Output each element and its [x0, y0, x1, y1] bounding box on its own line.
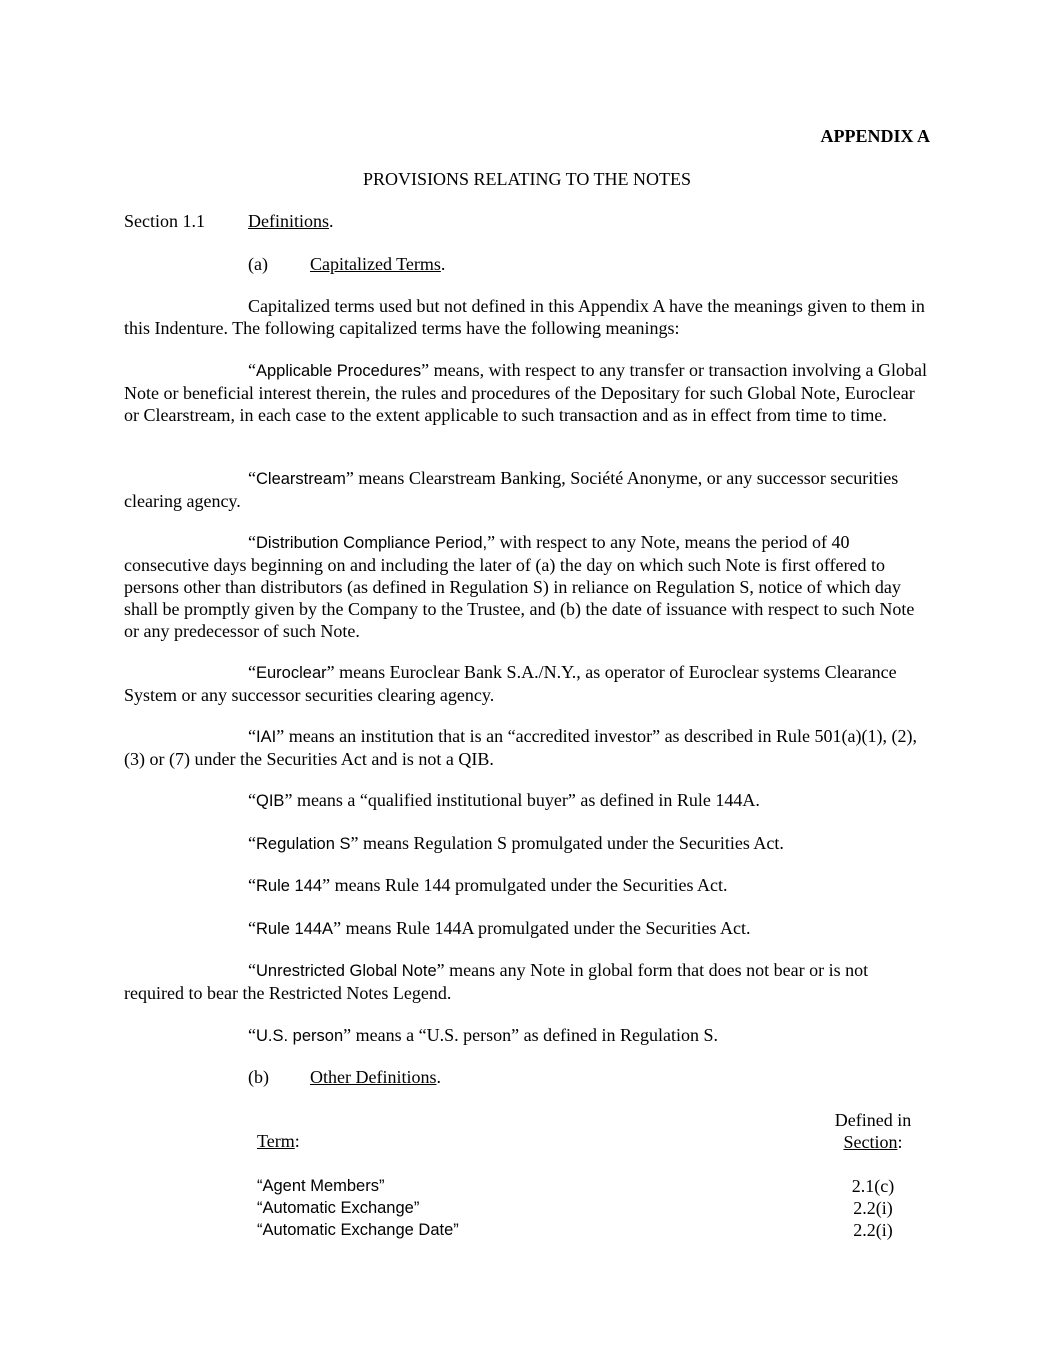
table-row-term: “Automatic Exchange Date”	[257, 1221, 459, 1239]
sub-a-heading-text: Capitalized Terms	[310, 254, 441, 274]
defined-term: Euroclear	[256, 664, 327, 682]
defined-term: Applicable Procedures	[256, 362, 422, 380]
sub-a-label: (a)	[248, 254, 268, 274]
sub-b-heading-text: Other Definitions	[310, 1067, 437, 1087]
section-heading-text: Definitions	[248, 211, 329, 231]
definition-paragraph: “Euroclear” means Euroclear Bank S.A./N.Y., as operator of Euroclear systems Clearance System or any successor securities clearing agency.	[124, 662, 897, 705]
section-number: Section 1.1	[124, 211, 205, 231]
defined-term: U.S. person	[256, 1027, 344, 1045]
defined-term: Rule 144A	[256, 920, 334, 938]
table-row-term: “Agent Members”	[257, 1177, 385, 1195]
table-row-term: “Automatic Exchange”	[257, 1199, 420, 1217]
sub-a-heading: Capitalized Terms.	[310, 254, 446, 274]
table-row-section: 2.2(i)	[853, 1220, 893, 1240]
definition-paragraph: “Rule 144A” means Rule 144A promulgated under the Securities Act.	[248, 918, 751, 938]
table-row-section: 2.1(c)	[851, 1176, 895, 1196]
table-header-section-line1: Defined in	[834, 1110, 912, 1130]
page-title: PROVISIONS RELATING TO THE NOTES	[362, 169, 692, 189]
definition-paragraph: “Applicable Procedures” means, with respect to any transfer or transaction involving a Global Note or beneficial interest therein, the rules and procedures of the Depositary for such Global Note, Euroclear or Clearstream, in each case to the extent applicable to such transaction and as in effect from time to time.	[124, 360, 927, 425]
table-row-section: 2.2(i)	[853, 1198, 893, 1218]
sub-b-label: (b)	[248, 1067, 269, 1087]
intro-paragraph: Capitalized terms used but not defined in this Appendix A have the meanings given to them in this Indenture. The following capitalized terms have the following meanings:	[124, 296, 925, 338]
definition-paragraph: “U.S. person” means a “U.S. person” as defined in Regulation S.	[248, 1025, 719, 1045]
definition-paragraph: “IAI” means an institution that is an “accredited investor” as described in Rule 501(a)(1), (2), (3) or (7) under the Securities Act and is not a QIB.	[124, 726, 917, 769]
defined-term: Regulation S	[256, 835, 351, 853]
defined-term: QIB	[256, 792, 285, 810]
defined-term: Rule 144	[256, 877, 323, 895]
defined-term: Unrestricted Global Note	[256, 962, 437, 980]
definition-paragraph: “Rule 144” means Rule 144 promulgated under the Securities Act.	[248, 875, 728, 895]
definition-paragraph: “Clearstream” means Clearstream Banking, Société Anonyme, or any successor securities clearing agency.	[124, 468, 899, 511]
table-header-section-line2: Section:	[843, 1132, 903, 1152]
section-heading: Definitions.	[248, 211, 334, 231]
sub-b-heading: Other Definitions.	[310, 1067, 441, 1087]
definition-paragraph: “Distribution Compliance Period,” with respect to any Note, means the period of 40 consecutive days beginning on and including the later of (a) the day on which such Note is first offered to persons other than distributors (as defined in Regulation S) in reliance on Regulation S, notice of which day shall be promptly given by the Company to the Trustee, and (b) the date of issuance with respect to such Note or any predecessor of such Note.	[124, 532, 915, 641]
defined-term: Distribution Compliance Period,	[256, 534, 488, 552]
defined-term: IAI	[256, 728, 277, 746]
table-header-term: Term:	[257, 1131, 300, 1151]
appendix-label: APPENDIX A	[820, 126, 930, 146]
defined-term: Clearstream	[256, 470, 346, 488]
definition-paragraph: “Regulation S” means Regulation S promulgated under the Securities Act.	[248, 833, 784, 853]
definition-paragraph: “QIB” means a “qualified institutional buyer” as defined in Rule 144A.	[248, 790, 760, 810]
definition-paragraph: “Unrestricted Global Note” means any Note in global form that does not bear or is not required to bear the Restricted Notes Legend.	[124, 960, 869, 1003]
